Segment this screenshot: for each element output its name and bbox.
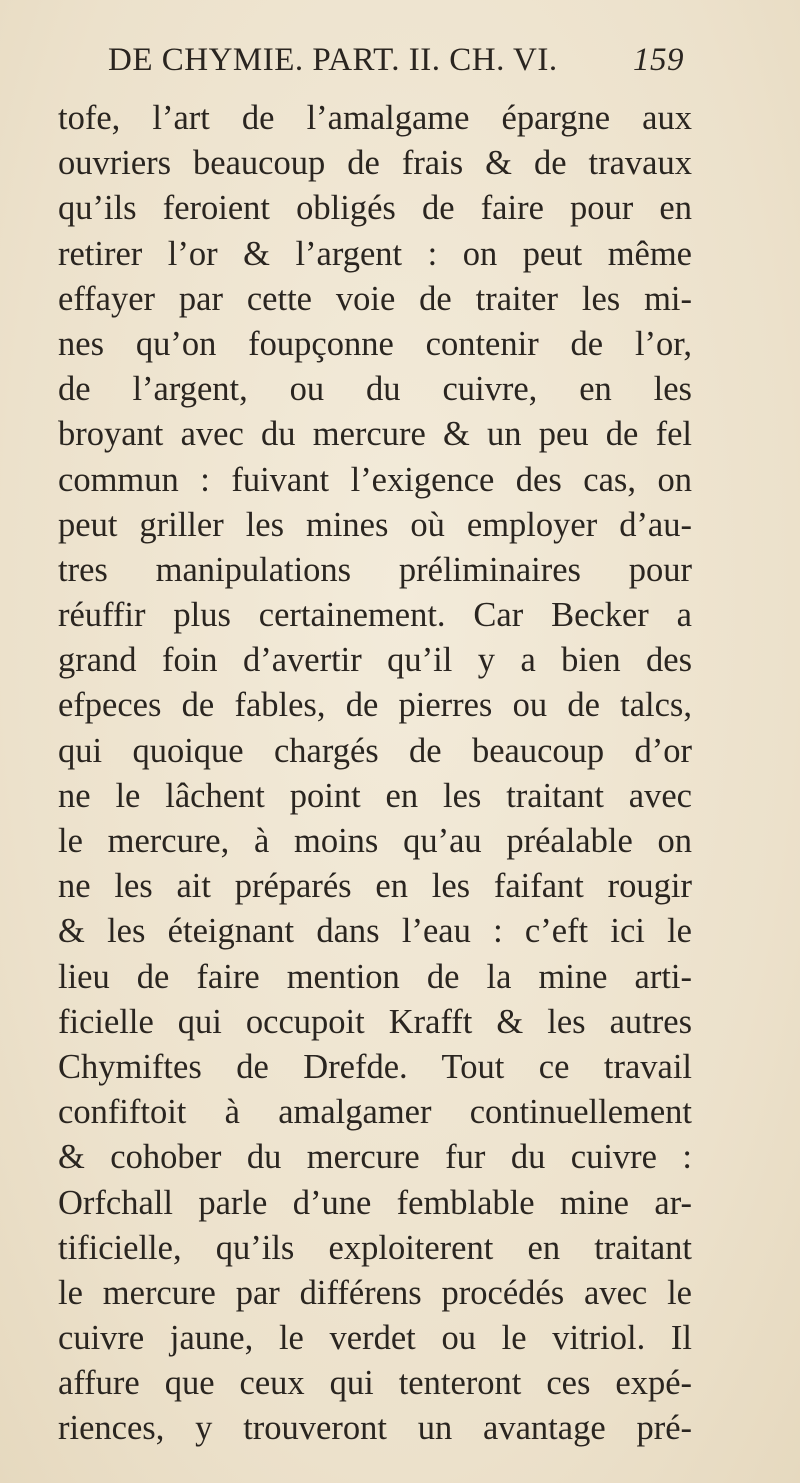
text-line: le mercure par différens procédés avec le [58, 1273, 692, 1312]
text-line: effayer par cette voie de traiter les mi- [58, 279, 692, 318]
page-number: 159 [633, 42, 684, 78]
text-line: affure que ceux qui tenteront ces expé- [58, 1364, 692, 1403]
text-line: tres manipulations préliminaires pour [58, 550, 692, 589]
text-line: de l’argent, ou du cuivre, en les [58, 370, 692, 409]
text-line: Orfchall parle d’une femblable mine ar- [58, 1183, 692, 1222]
text-line: grand foin d’avertir qu’il y a bien des [58, 641, 692, 680]
text-line: ne les ait préparés en les faifant rougir [58, 867, 692, 906]
text-line: lieu de faire mention de la mine arti- [58, 957, 692, 996]
text-line: ficielle qui occupoit Krafft & les autres [58, 1002, 692, 1041]
text-line: tificielle, qu’ils exploiterent en traitant [58, 1228, 692, 1267]
text-line: nes qu’on foupçonne contenir de l’or, [58, 324, 692, 363]
text-line: & les éteignant dans l’eau : c’eft ici le [58, 912, 692, 951]
text-line: efpeces de fables, de pierres ou de talcs, [58, 686, 692, 725]
text-line: qui quoique chargés de beaucoup d’or [58, 731, 692, 770]
text-line: broyant avec du mercure & un peu de fel [58, 415, 692, 454]
text-line: ouvriers beaucoup de frais & de travaux [58, 144, 692, 183]
text-line: réuffir plus certainement. Car Becker a [58, 596, 692, 635]
text-line: & cohober du mercure fur du cuivre : [58, 1138, 692, 1177]
text-line: retirer l’or & l’argent : on peut même [58, 234, 692, 273]
running-head [108, 42, 684, 86]
text-line: tofe, l’art de l’amalgame épargne aux [58, 99, 692, 137]
text-line: peut griller les mines où employer d’au- [58, 505, 692, 544]
text-line: qu’ils feroient obligés de faire pour en [58, 189, 692, 228]
text-line: confiftoit à amalgamer continuellement [58, 1093, 692, 1132]
text-line: Chymiftes de Drefde. Tout ce travail [58, 1047, 692, 1086]
text-line: cuivre jaune, le verdet ou le vitriol. Il [58, 1319, 692, 1358]
text-line: commun : fuivant l’exigence des cas, on [58, 460, 692, 499]
text-line: le mercure, à moins qu’au préalable on [58, 822, 692, 860]
text-line: riences, y trouveront un avantage pré- [58, 1409, 692, 1448]
text-line: ne le lâchent point en les traitant avec [58, 776, 692, 815]
running-head-title: DE CHYMIE. PART. II. CH. VI. [108, 42, 558, 78]
body-text [58, 96, 692, 1452]
